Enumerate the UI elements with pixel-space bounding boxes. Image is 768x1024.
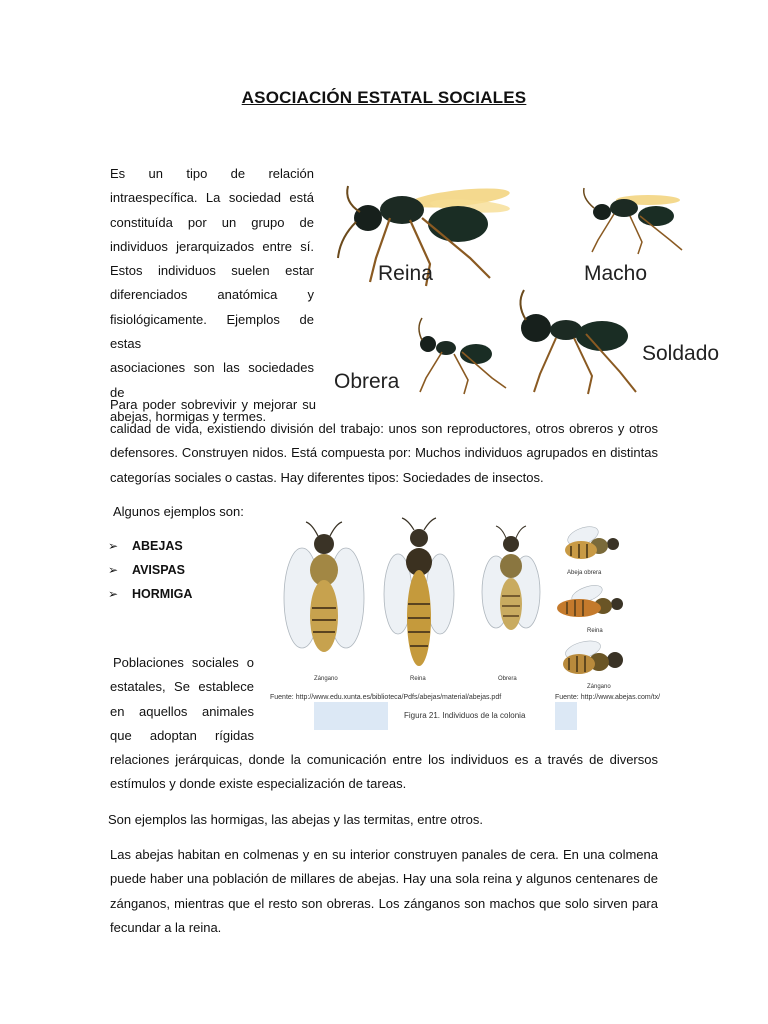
division-line: categorías sociales o castas. Hay diferentes tipos: Sociedades de insectos. <box>110 469 544 485</box>
figure-caption: Figura 21. Individuos de la colonia <box>404 711 526 720</box>
source-label-right: Fuente: http://www.abejas.com/tx/ <box>555 694 661 701</box>
drone-bee-drawing <box>284 522 364 652</box>
page-title: ASOCIACIÓN ESTATAL SOCIALES <box>241 88 527 107</box>
poblaciones-paragraph <box>110 748 658 797</box>
male-label: Macho <box>584 262 648 285</box>
division-line: calidad de vida, existiendo división del trabajo: unos son reproductores, otros obreros y otros <box>110 421 658 436</box>
list-item: ➢ ABEJAS <box>132 536 192 560</box>
queen-label: Reina <box>378 262 433 285</box>
poblaciones-line: relaciones jerárquicas, donde la comunicación entre los individuos es a través de diversos <box>110 752 658 767</box>
division-paragraph <box>110 417 658 490</box>
worker-caption: Obrera <box>498 676 517 682</box>
bees-paragraph <box>110 843 658 940</box>
division-line: Para poder sobrevivir y mejorar su <box>110 397 316 412</box>
list-item: ➢ HORMIGA <box>132 584 192 608</box>
intro-line: fisiológicamente. Ejemplos de estas <box>110 311 314 352</box>
poblaciones-line: que adoptan rígidas <box>110 727 254 743</box>
worker-ant-drawing <box>419 318 506 394</box>
soldier-label: Soldado <box>642 342 720 365</box>
queen-bee-side-drawing <box>557 582 623 617</box>
poblaciones-line: estatales, Se establece <box>110 679 254 695</box>
drone-caption: Zángano <box>314 676 338 682</box>
intro-line: Es un tipo de relación <box>110 166 314 181</box>
poblaciones-line: en aquellos animales <box>110 703 254 719</box>
intro-line: individuos jerarquizados entre sí. <box>110 238 314 254</box>
division-paragraph-start <box>110 393 316 417</box>
examples-sentence: Son ejemplos las hormigas, las abejas y las termitas, entre otros. <box>108 812 484 827</box>
arrow-bullet-icon: ➢ <box>108 539 119 553</box>
bees-line: Las abejas habitan en colmenas y en su interior construyen panales de cera. En una colmena <box>110 847 658 862</box>
figure-tab-right <box>555 702 577 730</box>
drone-bee-side-drawing <box>563 638 623 674</box>
examples-heading: Algunos ejemplos son: <box>113 504 244 519</box>
bees-line: zánganos, mientras que el resto son obreras. Los zánganos son machos que solo sirven para <box>110 895 658 911</box>
examples-list <box>108 536 193 608</box>
intro-paragraph <box>110 162 314 429</box>
intro-line: asociaciones son las sociedades de <box>110 360 314 400</box>
queen-caption: Reina <box>410 676 426 682</box>
male-ant-drawing <box>584 188 682 254</box>
queen-bee-drawing <box>384 518 454 666</box>
poblaciones-line: estímulos y donde existe especialización de tareas. <box>110 776 407 792</box>
intro-line: constituída por un grupo de <box>110 214 314 230</box>
intro-line: intraespecífica. La sociedad está <box>110 190 314 206</box>
arrow-bullet-icon: ➢ <box>108 587 119 601</box>
side-queen-caption: Reina <box>587 628 603 634</box>
bee-side-images <box>553 504 661 730</box>
worker-label: Obrera <box>334 370 400 393</box>
intro-line: diferenciados anatómica y <box>110 287 314 303</box>
division-line: defensores. Construyen nidos. Está compuesta por: Muchos individuos agrupados en distintas <box>110 445 658 461</box>
source-label-left: Fuente: http://www.edu.xunta.es/biblioteca/Pdfs/abejas/material/abejas.pdf <box>270 694 502 701</box>
side-worker-caption: Abeja obrera <box>567 570 602 576</box>
intro-line: Estos individuos suelen estar <box>110 263 314 279</box>
soldier-ant-drawing <box>520 290 636 394</box>
side-drone-caption: Zángano <box>587 684 611 690</box>
bees-line: puede haber una población de millares de abejas. Hay una sola reina y algunos centenares de <box>110 871 658 887</box>
list-item: ➢ AVISPAS <box>132 560 192 584</box>
ant-castes-illustration <box>330 178 726 400</box>
ant-castes-image <box>330 178 726 400</box>
poblaciones-paragraph-start <box>110 651 254 748</box>
poblaciones-line: Poblaciones sociales o <box>113 655 254 670</box>
arrow-bullet-icon: ➢ <box>108 563 119 577</box>
intro-line: abejas, hormigas y termes. <box>110 408 267 424</box>
worker-bee-side-drawing <box>565 523 619 559</box>
figure-tab-left <box>314 702 388 730</box>
source-url-left: http://www.edu.xunta.es/biblioteca/Pdfs/abejas/material/abejas.pdf <box>295 694 502 701</box>
bees-line: fecundar a la reina. <box>110 919 222 935</box>
bee-side-illustration <box>553 504 639 690</box>
source-url-right: http://www.abejas.com/tx/ <box>580 694 661 701</box>
worker-bee-drawing <box>482 526 540 630</box>
